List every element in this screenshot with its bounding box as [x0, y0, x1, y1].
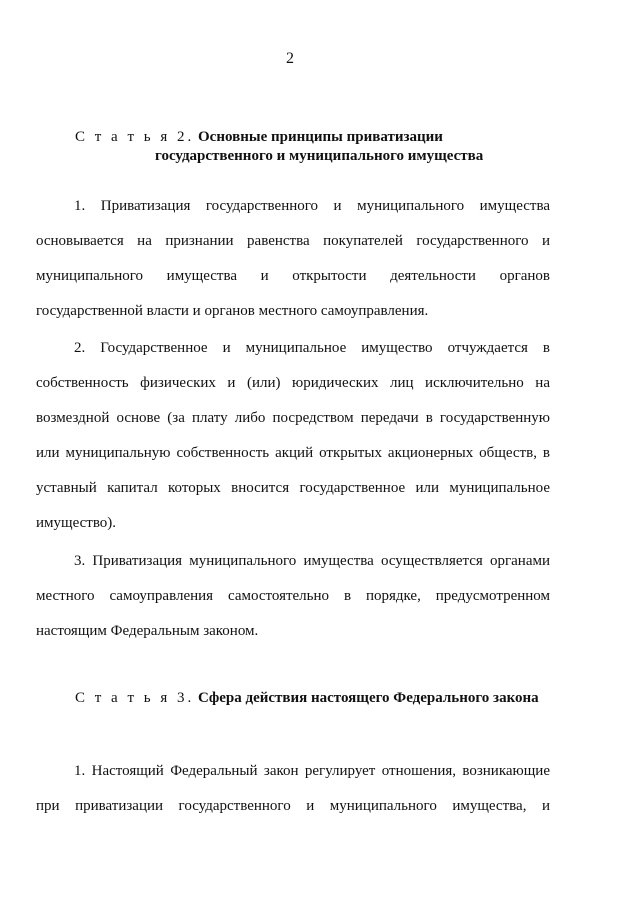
text-line: муниципального имущества и открытости деятельности органов [36, 268, 550, 284]
text-line: при приватизации государственного и муниципального имущества, и [36, 798, 550, 814]
article-2-title-line-1: Основные принципы приватизации [198, 129, 443, 145]
text-line: основывается на признании равенства покупателей государственного и [36, 233, 550, 249]
text-line: 1. Настоящий Федеральный закон регулирует отношения, возникающие [74, 763, 550, 779]
text-line: возмездной основе (за плату либо посредством передачи в государственную [36, 410, 550, 426]
text-line: 1. Приватизация государственного и муниципального имущества [74, 198, 550, 214]
page-number: 2 [286, 50, 294, 67]
article-2-title-line-2: государственного и муниципального имущества [155, 148, 484, 164]
text-line: местного самоуправления самостоятельно в порядке, предусмотренном [36, 588, 550, 604]
text-line: 3. Приватизация муниципального имущества осуществляется органами [74, 553, 550, 569]
text-line: собственность физических и (или) юридических лиц исключительно на [36, 375, 550, 391]
article-3-heading [75, 689, 539, 708]
text-line: государственной власти и органов местного самоуправления. [36, 303, 429, 319]
article-3-label: С т а т ь я 3. [75, 690, 195, 706]
text-line: или муниципальную собственность акций открытых акционерных обществ, в [36, 445, 550, 461]
text-line: имущество). [36, 515, 117, 531]
text-line: уставный капитал которых вносится государственное или муниципальное [36, 480, 550, 496]
text-line: настоящим Федеральным законом. [36, 623, 259, 639]
article-2-heading [75, 128, 483, 166]
article-2-label: С т а т ь я 2. [75, 129, 195, 145]
text-line: 2. Государственное и муниципальное имущество отчуждается в [74, 340, 550, 356]
article-3-title: Сфера действия настоящего Федерального закона [198, 690, 539, 706]
